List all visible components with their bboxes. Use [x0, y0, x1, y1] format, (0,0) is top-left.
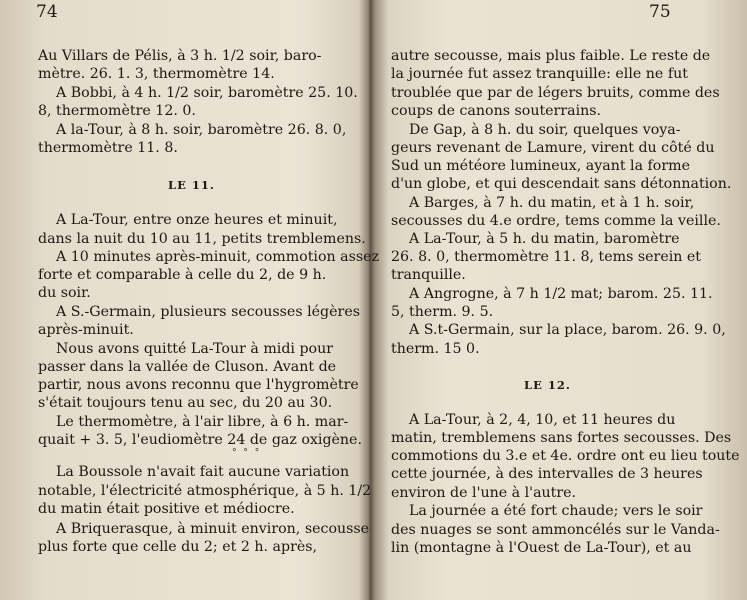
text-line: A La-Tour, entre onze heures et minuit,: [56, 212, 338, 228]
text-line: therm. 15 0.: [391, 341, 480, 357]
text-line: troublée que par de légers bruits, comme des: [391, 85, 720, 101]
text-line: des nuages se sont ammoncélés sur le Vanda-: [391, 522, 720, 538]
text-line: Sud un météore lumineux, ayant la forme: [391, 158, 690, 174]
text-line: passer dans la vallée de Cluson. Avant de: [38, 359, 337, 375]
text-line: geurs revenant de Lamure, virent du côté du: [391, 140, 715, 156]
text-line: après-minuit.: [38, 322, 134, 338]
text-line: d'un globe, et qui descendait sans détonnation.: [391, 176, 732, 192]
right-page: [376, 0, 747, 600]
text-line: De Gap, à 8 h. du soir, quelques voya-: [409, 122, 681, 138]
text-line: lin (montagne à l'Ouest de La-Tour), et au: [391, 540, 692, 556]
section-heading-le-11: LE 11.: [168, 178, 215, 192]
text-line: coups de canons souterrains.: [391, 103, 602, 119]
text-line: A Barges, à 7 h. du matin, et à 1 h. soir,: [409, 195, 695, 211]
text-line: 8, thermomètre 12. 0.: [38, 103, 196, 119]
text-line: du matin était positive et médiocre.: [38, 501, 295, 517]
text-line: 26. 8. 0, thermomètre 11. 8, tems serein et: [391, 249, 702, 265]
text-line: quait + 3. 5, l'eudiomètre 24 de gaz oxigène.: [38, 432, 362, 448]
text-line: A La-Tour, à 2, 4, 10, et 11 heures du: [409, 412, 676, 428]
text-line: notable, l'électricité atmosphérique, à 5 h. 1/2: [38, 483, 372, 499]
page-number-left: 74: [36, 2, 58, 22]
text-line: La Boussole n'avait fait aucune variation: [56, 464, 350, 480]
text-line: partir, nous avons reconnu que l'hygromètre: [38, 377, 359, 393]
text-line: A S.-Germain, plusieurs secousses légères: [56, 304, 360, 320]
text-line: A S.t-Germain, sur la place, barom. 26. 9. 0,: [409, 322, 726, 338]
ornament: ° ° °: [232, 448, 262, 458]
text-line: A 10 minutes après-minuit, commotion assez: [56, 249, 380, 265]
text-line: du soir.: [38, 285, 91, 301]
text-line: s'était toujours tenu au sec, du 20 au 30.: [38, 395, 333, 411]
text-line: A Briquerasque, à minuit environ, secousse: [56, 521, 370, 537]
page-number-right: 75: [649, 2, 671, 22]
text-line: thermomètre 11. 8.: [38, 140, 178, 156]
text-line: A la-Tour, à 8 h. soir, baromètre 26. 8. 0,: [56, 122, 347, 138]
text-line: tranquille.: [391, 267, 466, 283]
text-line: secousses du 4.e ordre, tems comme la veille.: [391, 213, 721, 229]
text-line: A Bobbi, à 4 h. 1/2 soir, baromètre 25. 10.: [56, 85, 358, 101]
section-heading-le-12: LE 12.: [524, 378, 571, 392]
text-line: A Angrogne, à 7 h 1/2 mat; barom. 25. 11.: [409, 286, 713, 302]
text-line: Nous avons quitté La-Tour à midi pour: [56, 341, 334, 357]
text-line: environ de l'une à l'autre.: [391, 485, 577, 501]
text-line: forte et comparable à celle du 2, de 9 h.: [38, 267, 327, 283]
text-line: matin, tremblemens sans fortes secousses. Des: [391, 430, 732, 446]
text-line: mètre. 26. 1. 3, thermomètre 14.: [38, 66, 275, 82]
text-line: cette journée, à des intervalles de 3 heures: [391, 466, 703, 482]
text-line: A La-Tour, à 5 h. du matin, baromètre: [409, 231, 680, 247]
text-line: La journée a été fort chaude; vers le soir: [409, 503, 703, 519]
text-line: 5, therm. 9. 5.: [391, 304, 494, 320]
text-line: dans la nuit du 10 au 11, petits tremblemens.: [38, 231, 366, 247]
text-line: Le thermomètre, à l'air libre, à 6 h. mar-: [56, 414, 349, 430]
text-line: commotions du 3.e et 4e. ordre ont eu lieu toute: [391, 448, 740, 464]
text-line: la journée fut assez tranquille: elle ne fut: [391, 66, 688, 82]
text-line: autre secousse, mais plus faible. Le reste de: [391, 48, 711, 64]
text-line: Au Villars de Pélis, à 3 h. 1/2 soir, baro-: [38, 48, 322, 64]
text-line: plus forte que celle du 2; et 2 h. après,: [38, 539, 318, 555]
